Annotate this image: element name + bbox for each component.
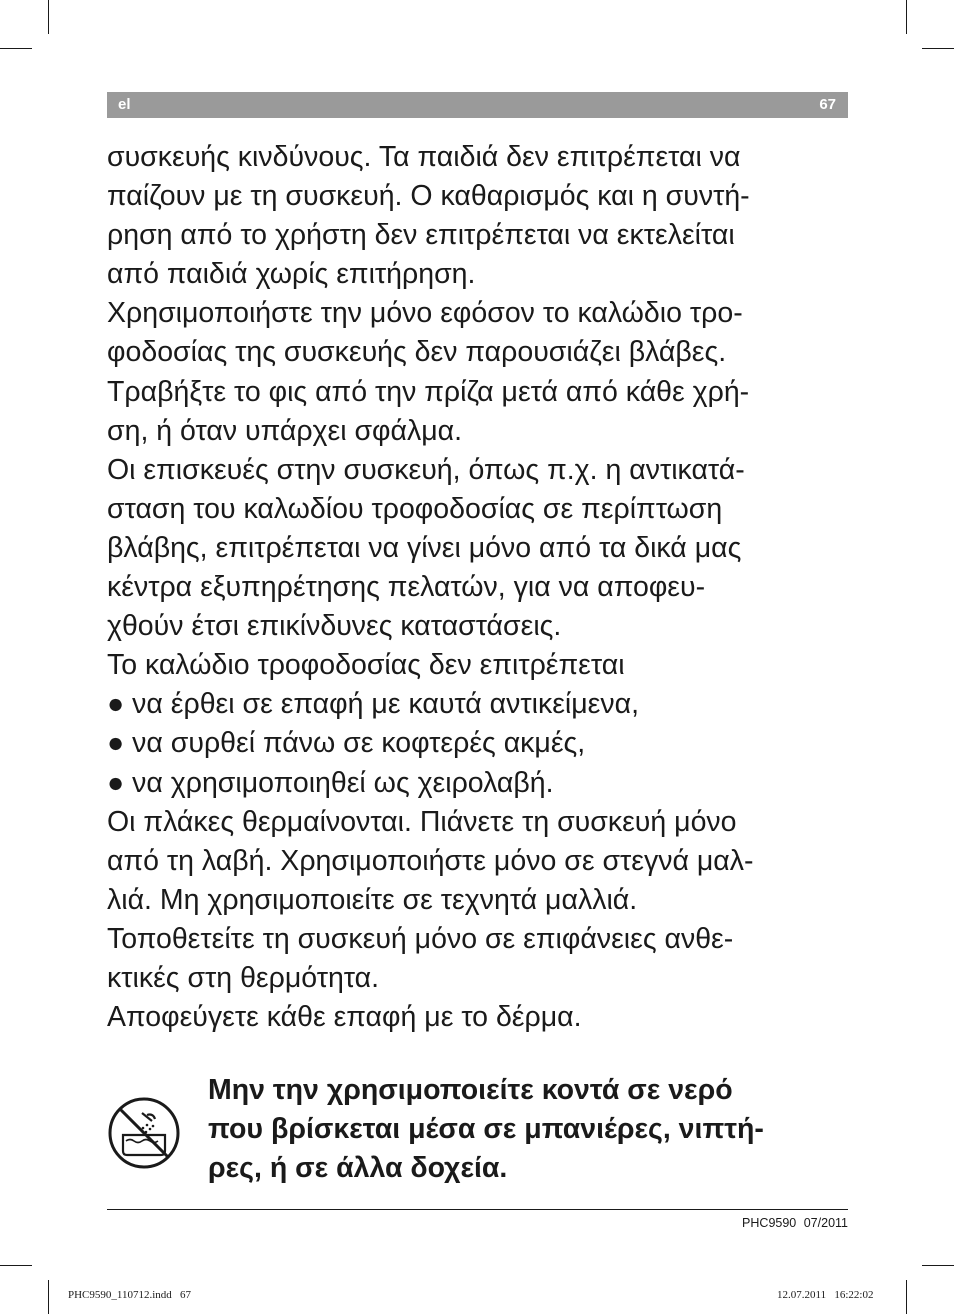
text-line: Οι επισκευές στην συσκευή, όπως π.χ. η αντικατά- xyxy=(107,453,745,486)
body-text xyxy=(107,138,867,1037)
text-line: λιά. Μη χρησιμοποιείτε σε τεχνητά μαλλιά. xyxy=(107,883,638,916)
crop-mark xyxy=(0,1265,32,1266)
warning-line: που βρίσκεται μέσα σε μπανιέρες, νιπτή- xyxy=(208,1113,764,1145)
text-line: Τοποθετείτε τη συσκευή μόνο σε επιφάνειες ανθε- xyxy=(107,922,734,955)
footer-code xyxy=(742,1216,848,1230)
text-line: από παιδιά χωρίς επιτήρηση. xyxy=(107,258,476,291)
crop-mark xyxy=(922,1265,954,1266)
bullet-item: ● να συρθεί πάνω σε κοφτερές ακμές, xyxy=(107,727,586,760)
slug-filename: PHC9590_110712.indd 67 xyxy=(68,1289,192,1301)
text-line: συσκευής κινδύνους. Τα παιδιά δεν επιτρέπεται να xyxy=(107,141,741,173)
text-line: Οι πλάκες θερμαίνονται. Πιάνετε τη συσκευή μόνο xyxy=(107,805,737,838)
warning-line: Μην την χρησιμοποιείτε κοντά σε νερό xyxy=(208,1074,733,1106)
warning-text xyxy=(208,1071,868,1188)
language-code: el xyxy=(118,96,131,113)
crop-mark xyxy=(0,48,32,49)
text-line: ση, ή όταν υπάρχει σφάλμα. xyxy=(107,414,463,447)
text-line: κτικές στη θερμότητα. xyxy=(107,961,380,994)
crop-mark xyxy=(48,0,49,34)
text-line: από τη λαβή. Χρησιμοποιήστε μόνο σε στεγνά μαλ- xyxy=(107,844,754,877)
text-line: ρηση από το χρήστη δεν επιτρέπεται να εκτελείται xyxy=(107,219,735,252)
crop-mark xyxy=(48,1280,49,1314)
edition-date: 07/2011 xyxy=(803,1216,848,1230)
page-header-bar xyxy=(107,92,848,118)
bullet-item: ● να χρησιμοποιηθεί ως χειρολαβή. xyxy=(107,766,554,799)
bullet-item: ● να έρθει σε επαφή με καυτά αντικείμενα, xyxy=(107,688,640,721)
page-number: 67 xyxy=(819,96,836,113)
text-line: Τραβήξτε το φις από την πρίζα μετά από κάθε χρή- xyxy=(107,375,750,408)
crop-mark xyxy=(906,0,907,34)
text-line: σταση του καλωδίου τροφοδοσίας σε περίπτωση xyxy=(107,492,723,525)
warning-line: ρες, ή σε άλλα δοχεία. xyxy=(208,1152,508,1184)
no-water-bathtub-icon xyxy=(107,1091,181,1175)
text-line: Χρησιμοποιήστε την μόνο εφόσον το καλώδιο τρο- xyxy=(107,297,743,330)
text-line: κέντρα εξυπηρέτησης πελατών, για να αποφευ- xyxy=(107,571,706,604)
model-number: PHC9590 xyxy=(742,1216,797,1230)
text-line: χθούν έτσι επικίνδυνες καταστάσεις. xyxy=(107,610,562,643)
text-line: Αποφεύγετε κάθε επαφή με το δέρμα. xyxy=(107,1001,582,1034)
crop-mark xyxy=(906,1280,907,1314)
text-line: παίζουν με τη συσκευή. Ο καθαρισμός και η συντή- xyxy=(107,180,750,213)
text-line: Το καλώδιο τροφοδοσίας δεν επιτρέπεται xyxy=(107,649,625,682)
text-line: φοδοσίας της συσκευής δεν παρουσιάζει βλάβες. xyxy=(107,336,727,369)
footer-divider xyxy=(107,1209,848,1210)
crop-mark xyxy=(922,48,954,49)
text-line: βλάβης, επιτρέπεται να γίνει μόνο από τα δικά μας xyxy=(107,531,742,564)
slug-timestamp: 12.07.2011 16:22:02 xyxy=(777,1289,874,1301)
